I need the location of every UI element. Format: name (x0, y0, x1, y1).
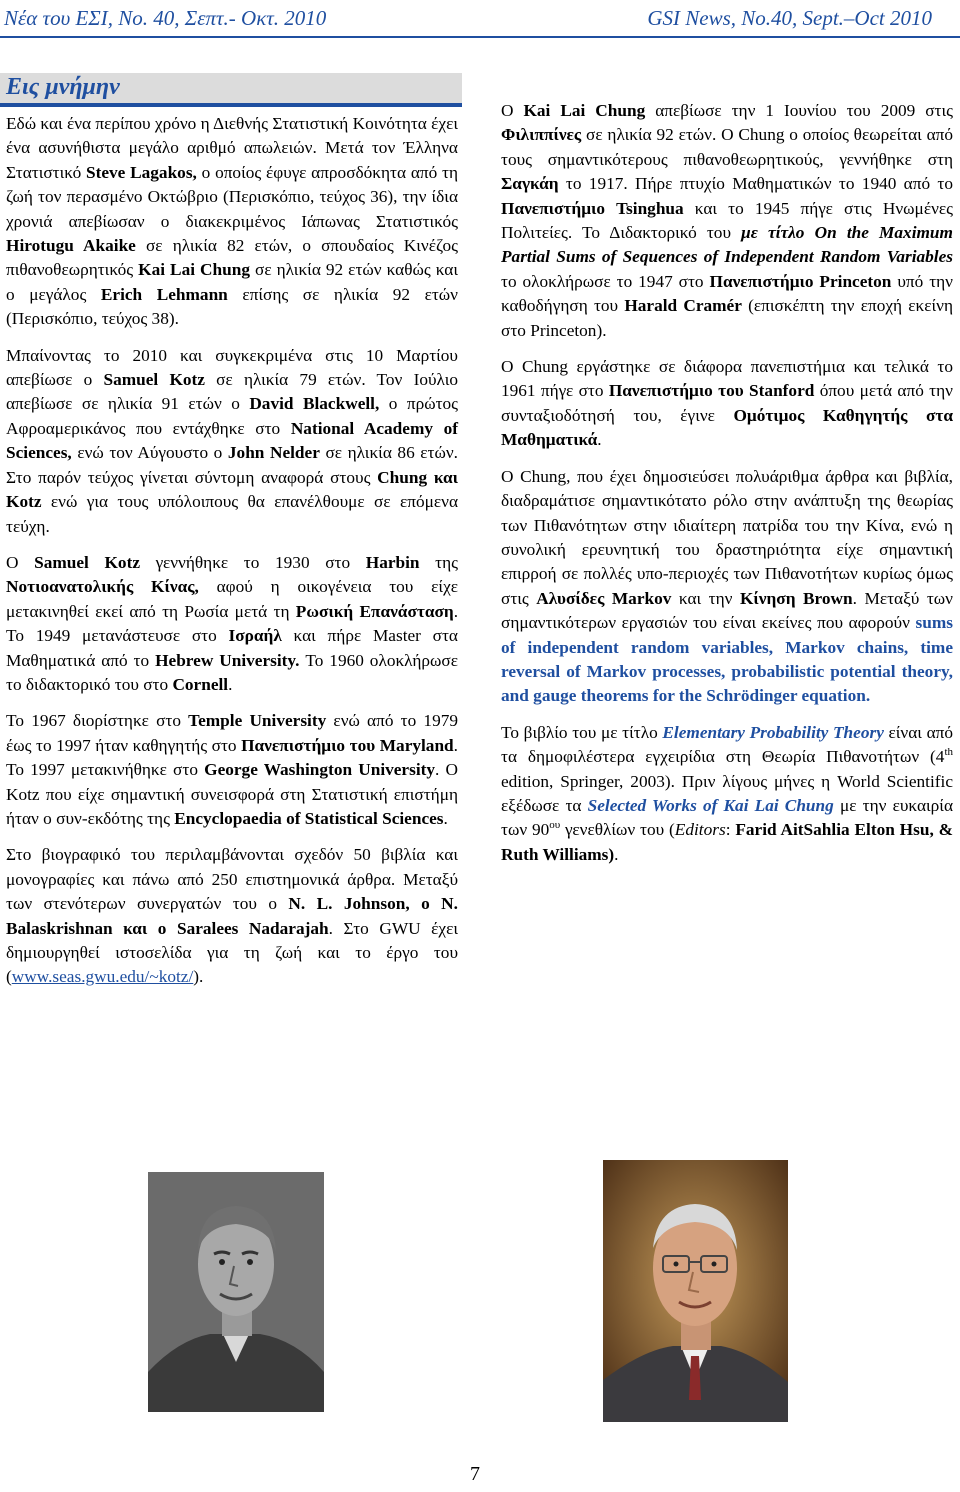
section-banner (0, 73, 462, 107)
page-number: 7 (470, 1463, 480, 1485)
paragraph-kotz-birth: Ο Samuel Kotz γεννήθηκε το 1930 στο Harbin της Νοτιοανατολικής Κίνας, αφού η οικογένεια του είχε μετακινηθεί εκεί από τη Ρωσία μετά τη Ρωσική Επανάσταση. Το 1949 μετανάστευσε στο Ισραήλ και πήρε Master στα Μαθηματικά από το Hebrew University. Το 1960 ολοκλήρωσε το διδακτορικό του στο Cornell. (6, 552, 459, 694)
photo-samuel-kotz (148, 1172, 324, 1412)
header-left-title: Νέα του ΕΣΙ, Νο. 40, Σεπτ.- Οκτ. 2010 (4, 6, 327, 30)
photo-kai-lai-chung (603, 1160, 788, 1422)
section-title: Εις μνήμην (6, 74, 120, 100)
right-column (501, 99, 953, 879)
paragraph-chung-bio: Ο Kai Lai Chung απεβίωσε την 1 Ιουνίου του 2009 στις Φιλιππίνες σε ηλικία 92 ετών. Ο Chung ο οποίος θεωρείται από τους σημαντικότερους πιθανοθεωρητικούς, γεννήθηκε στη Σαγκάη το 1917. Πήρε πτυχίο Μαθηματικών το 1940 από το Πανεπιστήμιο Tsinghua και το 1945 πήγε στις Ηνωμένες Πολιτείες. Το Διδακτορικό του με τίτλο On the Maximum Partial Sums of Sequences of Independent Random Variables το ολοκλήρωσε το 1947 στο Πανεπιστήμιο Princeton υπό την καθοδήγηση του Harald Cramér (επισκέπτη την εποχή εκείνη στο Princeton). (501, 101, 953, 340)
paragraph-2010-losses: Μπαίνοντας το 2010 και συγκεκριμένα στις 10 Μαρτίου απεβίωσε ο Samuel Kotz σε ηλικία 79 ετών. Τον Ιούλιο απεβίωσε σε ηλικία 91 ετών ο David Blackwell, ο πρώτος Αφροαμερικάνος που εντάχθηκε στο National Academy of Sciences, ενώ τον Αύγουστο ο John Nelder σε ηλικία 86 ετών. Στο παρόν τεύχος γίνεται σύντομη αναφορά στους Chung και Kotz ενώ για τους υπόλοιπους θα επανέλθουμε σε επόμενα τεύχη. (6, 345, 459, 536)
paragraph-chung-books: Το βιβλίο του με τίτλο Elementary Probability Theory είναι από τα δημοφιλέστερα εγχειρίδια στη Θεωρία Πιθανοτήτων (4th edition, Springer, 2003). Πριν λίγους μήνες η World Scientific εξέδωσε τα Selected Works of Kai Lai Chung με την ευκαιρία των $90^{o\upsilon}$ γενεθλίων του (Editors: Farid AitSahlia Elton Hsu, & Ruth Williams). (501, 722, 954, 864)
paragraph-kotz-works: Στο βιογραφικό του περιλαμβάνονται σχεδόν 50 βιβλία και μονογραφίες και πάνω από 250 επιστημονικά άρθρα. Μεταξύ των στενότερων συνεργατών του ο N. L. Johnson, ο N. Balaskrishnan και ο Saralees Nadarajah. Στο GWU έχει δημιουργηθεί ιστοσελίδα για τη ζωή και το έργο του (www.seas.gwu.edu/~kotz/). (6, 845, 458, 987)
paragraph-intro: Εδώ και ένα περίπου χρόνο η Διεθνής Στατιστική Κοινότητα έχει ένα ασυνήθιστα μεγάλο αριθμό απωλειών. Μετά τον Έλληνα Στατιστικό Steve Lagakos, ο οποίος έφυγε απροσδόκητα από τη ζωή τον περασμένο Οκτώβριο (Περισκόπιο, τεύχος 36), την ίδια χρονιά απεβίωσαν ο διακεκριμένος Ιάπωνας Στατιστικός Hirotugu Akaike σε ηλικία 82 ετών, ο σπουδαίος Κινέζος πιθανοθεωρητικός Kai Lai Chung σε ηλικία 92 ετών καθώς και ο μεγάλος Erich Lehmann επίσης σε ηλικία 92 ετών (Περισκόπιο, τεύχος 38). (6, 114, 459, 329)
header-right-title: GSI News, No.40, Sept.–Oct 2010 (647, 6, 932, 30)
header-rule (0, 36, 960, 38)
left-column (6, 112, 458, 1002)
paragraph-chung-research: Ο Chung, που έχει δημοσιεύσει πολυάριθμα άρθρα και βιβλία, διαδραμάτισε σημαντικότατο ρόλο στην ανάπτυξη της θεωρίας των Πιθανότητων στην ιδιαίτερη πατρίδα του την Κίνα, ενώ η συνολική ερευνητική του δραστηριότητα είχε σημαντική επιρροή σε πολλές υπο-περιοχές των Πιθανοτήτων κυρίως όμως στις Αλυσίδες Markov και την Κίνηση Brown. Μεταξύ των σημαντικότερων εργασιών του είναι εκείνες που αφορούν sums of independent random variables, Markov chains, time reversal of Markov processes, probabilistic potential theory, and gauge theorems for the Schrödinger equation. (501, 466, 953, 706)
kotz-website-link[interactable]: www.seas.gwu.edu/~kotz/ (11, 967, 194, 987)
paragraph-kotz-career: Το 1967 διορίστηκε στο Temple University ενώ από το 1979 έως το 1997 ήταν καθηγητής στο Πανεπιστήμιο του Maryland. Το 1997 μετακινήθηκε στο George Washington University. Ο Kotz που είχε σημαντική συνεισφορά στη Στατιστική επιστήμη ήταν ο συν-εκδότης της Encyclopaedia of Statistical Sciences. (6, 711, 458, 828)
paragraph-chung-stanford: Ο Chung εργάστηκε σε διάφορα πανεπιστήμια και τελικά το 1961 πήγε στο Πανεπιστήμιο του Stanford όπου μετά από την συνταξιοδότησή του, έγινε Ομότιμος Καθηγητής στα Μαθηματικά. (501, 357, 953, 450)
